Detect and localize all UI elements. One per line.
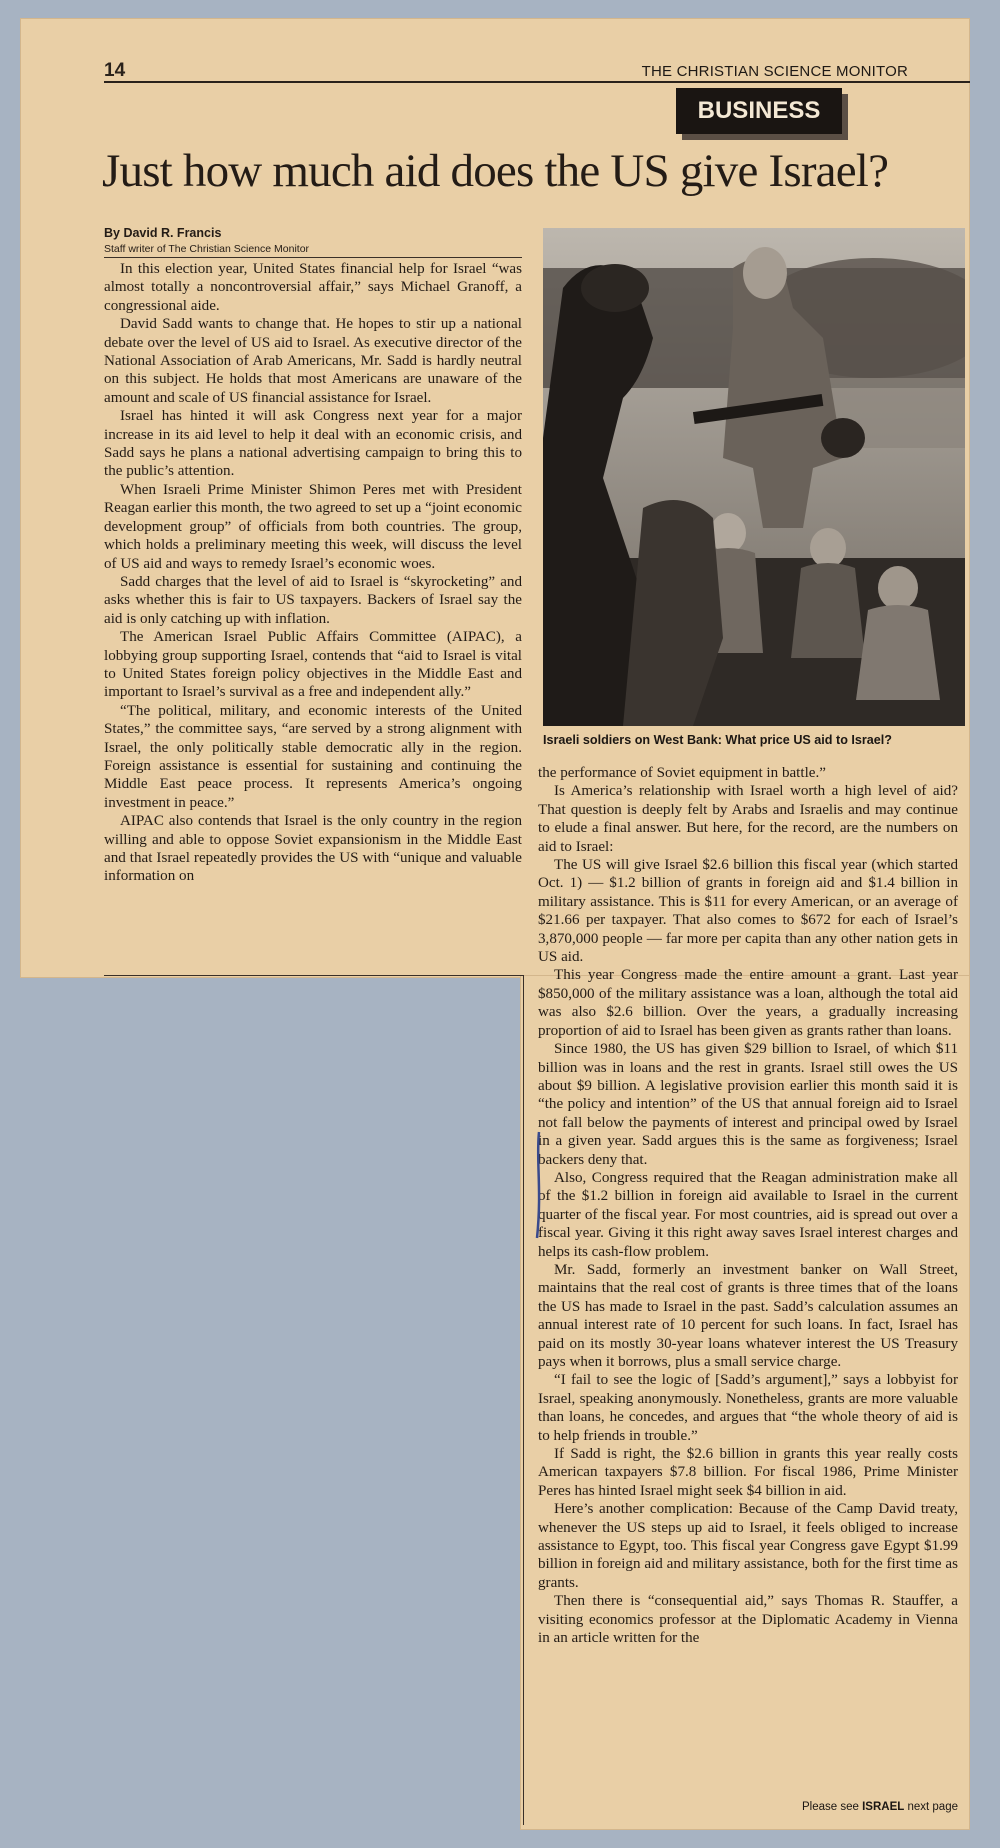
paragraph: David Sadd wants to change that. He hopes to stir up a national debate over the level of US aid to Israel. As executive director of the National Association of Arab Americans, Mr. Sadd is hardly neutral on this subject. He holds that most Americans are unaware of the amount and scale of US financial assistance for Israel. xyxy=(104,316,522,406)
continued-suffix: next page xyxy=(904,1801,958,1813)
paragraph: Israel has hinted it will ask Congress next year for a major increase in its aid level to help it deal with an economic crisis, and Sadd says he plans a national advertising campaign to bring this to the public’s attention. xyxy=(104,408,522,480)
section-tag: BUSINESS xyxy=(676,88,842,134)
byline-rule xyxy=(104,257,522,258)
continued-prefix: Please see xyxy=(802,1801,863,1813)
byline: By David R. Francis xyxy=(104,226,222,240)
paragraph: The US will give Israel $2.6 billion this fiscal year (which started Oct. 1) — $1.2 billion of grants in foreign aid and $1.4 billion in military assistance. This is $11 for every American, or an average of $21.66 per taxpayer. That also comes to $672 for each of Israel’s 3,870,000 people — far more per capita than any other nation gets in US aid. xyxy=(538,857,958,966)
paragraph: The American Israel Public Affairs Committee (AIPAC), a lobbying group supporting Israel, contends that “aid to Israel is vital to United States foreign policy objectives in the Middle East and important to Israel’s survival as a free and independent ally.” xyxy=(104,629,522,701)
paragraph: In this election year, United States financial help for Israel “was almost totally a noncontroversial affair,” says Michael Granoff, a congressional aide. xyxy=(104,261,522,314)
paragraph: Then there is “consequential aid,” says Thomas R. Stauffer, a visiting economics professor at the Diplomatic Academy in Vienna in an article written for the xyxy=(538,1593,958,1647)
page-number: 14 xyxy=(104,60,126,81)
paragraph: Since 1980, the US has given $29 billion to Israel, of which $11 billion was in loans and the rest in grants. Israel still owes the US about $9 billion. A legislative provision earlier this month said it is “the policy and intention” of the US that annual foreign aid to Israel not fall below the payments of interest and principal owed by Israel in a given year. Sadd argues this is the same as forgiveness; Israel backers deny that. xyxy=(538,1041,958,1168)
continued-target: ISRAEL xyxy=(862,1801,905,1813)
paragraph: AIPAC also contends that Israel is the only country in the region willing and able to oppose Soviet expansionism in the Middle East and that Israel repeatedly provides the US with “unique and valuable information on xyxy=(104,813,522,885)
paragraph: “The political, military, and economic interests of the United States,” the committee says, “are served by a strong alignment with Israel, the only politically stable democratic ally in the region. Foreign assistance is essential for sustaining and continuing the Middle East peace process. It represents America’s ongoing investment in peace.” xyxy=(104,702,522,811)
continued-note xyxy=(802,1801,958,1813)
column-divider-horizontal xyxy=(104,975,524,976)
pen-margin-mark-icon xyxy=(532,1130,546,1240)
staff-line: Staff writer of The Christian Science Monitor xyxy=(104,243,310,255)
header-rule xyxy=(104,81,970,83)
news-photo xyxy=(543,228,965,726)
publication-name: THE CHRISTIAN SCIENCE MONITOR xyxy=(641,63,908,80)
photo-caption: Israeli soldiers on West Bank: What price US aid to Israel? xyxy=(543,733,892,747)
paragraph: Here’s another complication: Because of the Camp David treaty, whenever the US steps up aid to Israel, it feels obliged to increase assistance to Egypt, too. This fiscal year Congress gave Egypt $1.99 billion in foreign aid and military assistance, both for the first time as grants. xyxy=(538,1501,958,1591)
column-divider-vertical xyxy=(523,975,524,1825)
headline: Just how much aid does the US give Israel? xyxy=(102,145,889,197)
article-column-right xyxy=(538,764,958,1648)
paragraph: This year Congress made the entire amount a grant. Last year $850,000 of the military assistance was a loan, although the total aid was also $2.6 billion. Over the years, a gradually increasing proportion of aid to Israel has been given as grants rather than loans. xyxy=(538,967,958,1039)
paragraph: When Israeli Prime Minister Shimon Peres met with President Reagan earlier this month, the two agreed to set up a “joint economic development group” of officials from both countries. The group, which holds a preliminary meeting this week, will discuss the level of US aid and ways to remedy Israel’s economic woes. xyxy=(104,481,522,572)
article-column-left xyxy=(104,260,522,886)
soldiers-photo-illustration xyxy=(543,228,965,726)
paragraph: If Sadd is right, the $2.6 billion in grants this year really costs American taxpayers $7.8 billion. For fiscal 1986, Prime Minister Peres has hinted Israel might seek $4 billion in aid. xyxy=(538,1446,958,1499)
paragraph: the performance of Soviet equipment in battle.” xyxy=(538,765,826,781)
paragraph: Is America’s relationship with Israel worth a high level of aid? That question is deeply felt by Arabs and Israelis and may continue to elude a final answer. But here, for the record, are the numbers on aid to Israel: xyxy=(538,783,958,855)
paragraph: Sadd charges that the level of aid to Israel is “skyrocketing” and asks whether this is fair to US taxpayers. Backers of Israel say the aid is only catching up with inflation. xyxy=(104,573,522,627)
paragraph: Mr. Sadd, formerly an investment banker on Wall Street, maintains that the real cost of grants is three times that of the loans the US has made to Israel in the past. Sadd’s calculation assumes an annual interest rate of 10 percent for such loans. In fact, Israel has paid on its mostly 30-year loans whatever interest the US Treasury pays when it borrows, plus a small service charge. xyxy=(538,1261,958,1370)
paragraph: Also, Congress required that the Reagan administration make all of the $1.2 billion in foreign aid available to Israel in the current quarter of the fiscal year. For most countries, aid is spread out over a fiscal year. Giving it this right away saves Israel interest charges and helps its cash-flow problem. xyxy=(538,1169,958,1260)
paragraph: “I fail to see the logic of [Sadd’s argument],” says a lobbyist for Israel, speaking anonymously. Nonetheless, grants are more valuable than loans, he concedes, and argues that “the whole theory of aid is to help friends in trouble.” xyxy=(538,1372,958,1444)
